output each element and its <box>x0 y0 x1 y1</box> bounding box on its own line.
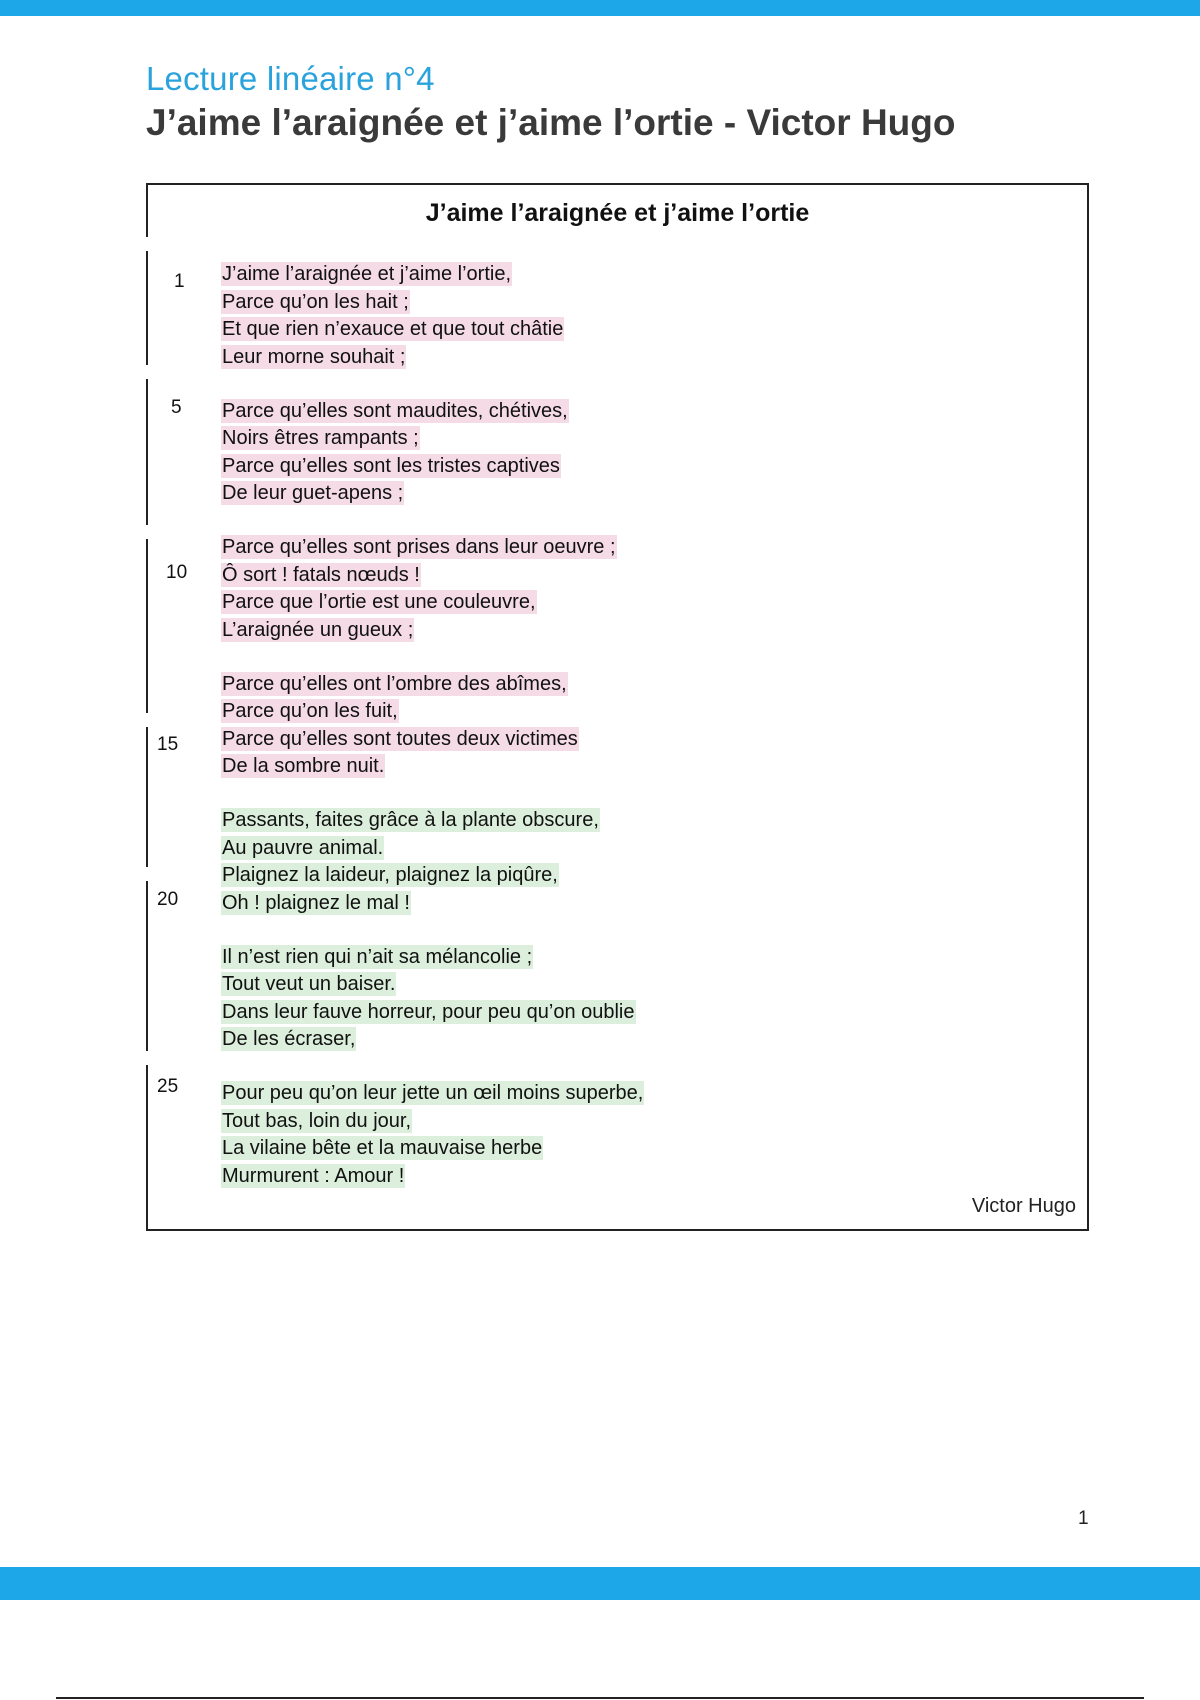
verse-text: Au pauvre animal. <box>222 837 384 859</box>
verse-line <box>221 835 384 861</box>
verse-line <box>221 1163 405 1189</box>
verse-line <box>221 890 411 916</box>
verse-line <box>221 344 406 370</box>
verse-line <box>221 1135 543 1161</box>
verse-line <box>221 753 385 779</box>
verse-text: Parce qu’elles ont l’ombre des abîmes, <box>222 673 567 695</box>
poem-author: Victor Hugo <box>971 1195 1076 1217</box>
verse-line <box>221 534 617 560</box>
verse-line <box>221 1080 644 1106</box>
border-gap <box>146 365 150 379</box>
line-number: 15 <box>157 734 179 755</box>
verse-text: De les écraser, <box>222 1028 356 1050</box>
verse-text: Plaignez la laideur, plaignez la piqûre, <box>222 864 558 886</box>
verse-line <box>221 1026 356 1052</box>
verse-line <box>221 261 512 287</box>
verse-text: Dans leur fauve horreur, pour peu qu’on oublie <box>222 1001 635 1023</box>
verse-line <box>221 1108 412 1134</box>
border-gap <box>146 525 150 539</box>
verse-text: Parce qu’on les hait ; <box>222 291 409 313</box>
border-gap <box>146 1051 150 1065</box>
verse-text: Ô sort ! fatals nœuds ! <box>222 564 420 586</box>
verse-line <box>221 453 561 479</box>
verse-line <box>221 999 636 1025</box>
verse-line <box>221 698 399 724</box>
border-gap <box>146 713 150 727</box>
verse-text: Parce qu’elles sont maudites, chétives, <box>222 400 568 422</box>
verse-line <box>221 589 537 615</box>
verse-text: Et que rien n’exauce et que tout châtie <box>222 318 564 340</box>
border-gap <box>146 867 150 881</box>
line-number: 5 <box>171 397 182 418</box>
verse-text: J’aime l’araignée et j’aime l’ortie, <box>222 263 512 285</box>
verse-line <box>221 480 404 506</box>
line-number: 10 <box>166 562 188 583</box>
document-subtitle: Lecture linéaire n°4 <box>146 60 435 97</box>
poem-heading: J’aime l’araignée et j’aime l’ortie <box>425 199 810 227</box>
line-number: 20 <box>157 889 179 910</box>
verse-text: Murmurent : Amour ! <box>222 1165 405 1187</box>
verse-text: La vilaine bête et la mauvaise herbe <box>222 1137 543 1159</box>
line-number: 25 <box>157 1076 179 1097</box>
verse-line <box>221 807 600 833</box>
verse-text: Tout veut un baiser. <box>222 973 396 995</box>
verse-text: Parce qu’elles sont prises dans leur oeuvre ; <box>222 536 616 558</box>
verse-text: Tout bas, loin du jour, <box>222 1110 412 1132</box>
verse-line <box>221 971 396 997</box>
verse-text: Parce qu’elles sont les tristes captives <box>222 455 560 477</box>
verse-text: L’araignée un gueux ; <box>222 619 414 641</box>
document-title: J’aime l’araignée et j’aime l’ortie - Victor Hugo <box>146 102 956 143</box>
footer-rule <box>56 1697 1144 1699</box>
verse-text: Parce qu’on les fuit, <box>222 700 398 722</box>
verse-line <box>221 316 564 342</box>
verse-text: Noirs êtres rampants ; <box>222 427 419 449</box>
verse-text: Il n’est rien qui n’ait sa mélancolie ; <box>222 946 533 968</box>
verse-line <box>221 617 414 643</box>
verse-line <box>221 726 579 752</box>
page-number: 1 <box>1078 1508 1089 1529</box>
verse-text: De la sombre nuit. <box>222 755 385 777</box>
verse-line <box>221 425 420 451</box>
verse-text: Oh ! plaignez le mal ! <box>222 892 410 914</box>
verse-text: Passants, faites grâce à la plante obscure, <box>222 809 599 831</box>
verse-text: Leur morne souhait ; <box>222 346 406 368</box>
verse-line <box>221 562 421 588</box>
verse-line <box>221 289 410 315</box>
top-accent-bar <box>0 0 1200 16</box>
verse-text: Parce qu’elles sont toutes deux victimes <box>222 728 578 750</box>
poem-frame <box>146 183 1089 1231</box>
line-number: 1 <box>174 271 185 292</box>
verse-text: Parce que l’ortie est une couleuvre, <box>222 591 536 613</box>
verse-text: Pour peu qu’on leur jette un œil moins superbe, <box>222 1082 644 1104</box>
verse-line <box>221 398 569 424</box>
verse-line <box>221 671 568 697</box>
border-gap <box>146 237 150 251</box>
verse-text: De leur guet-apens ; <box>222 482 404 504</box>
verse-line <box>221 862 559 888</box>
verse-line <box>221 944 533 970</box>
bottom-accent-bar <box>0 1567 1200 1600</box>
